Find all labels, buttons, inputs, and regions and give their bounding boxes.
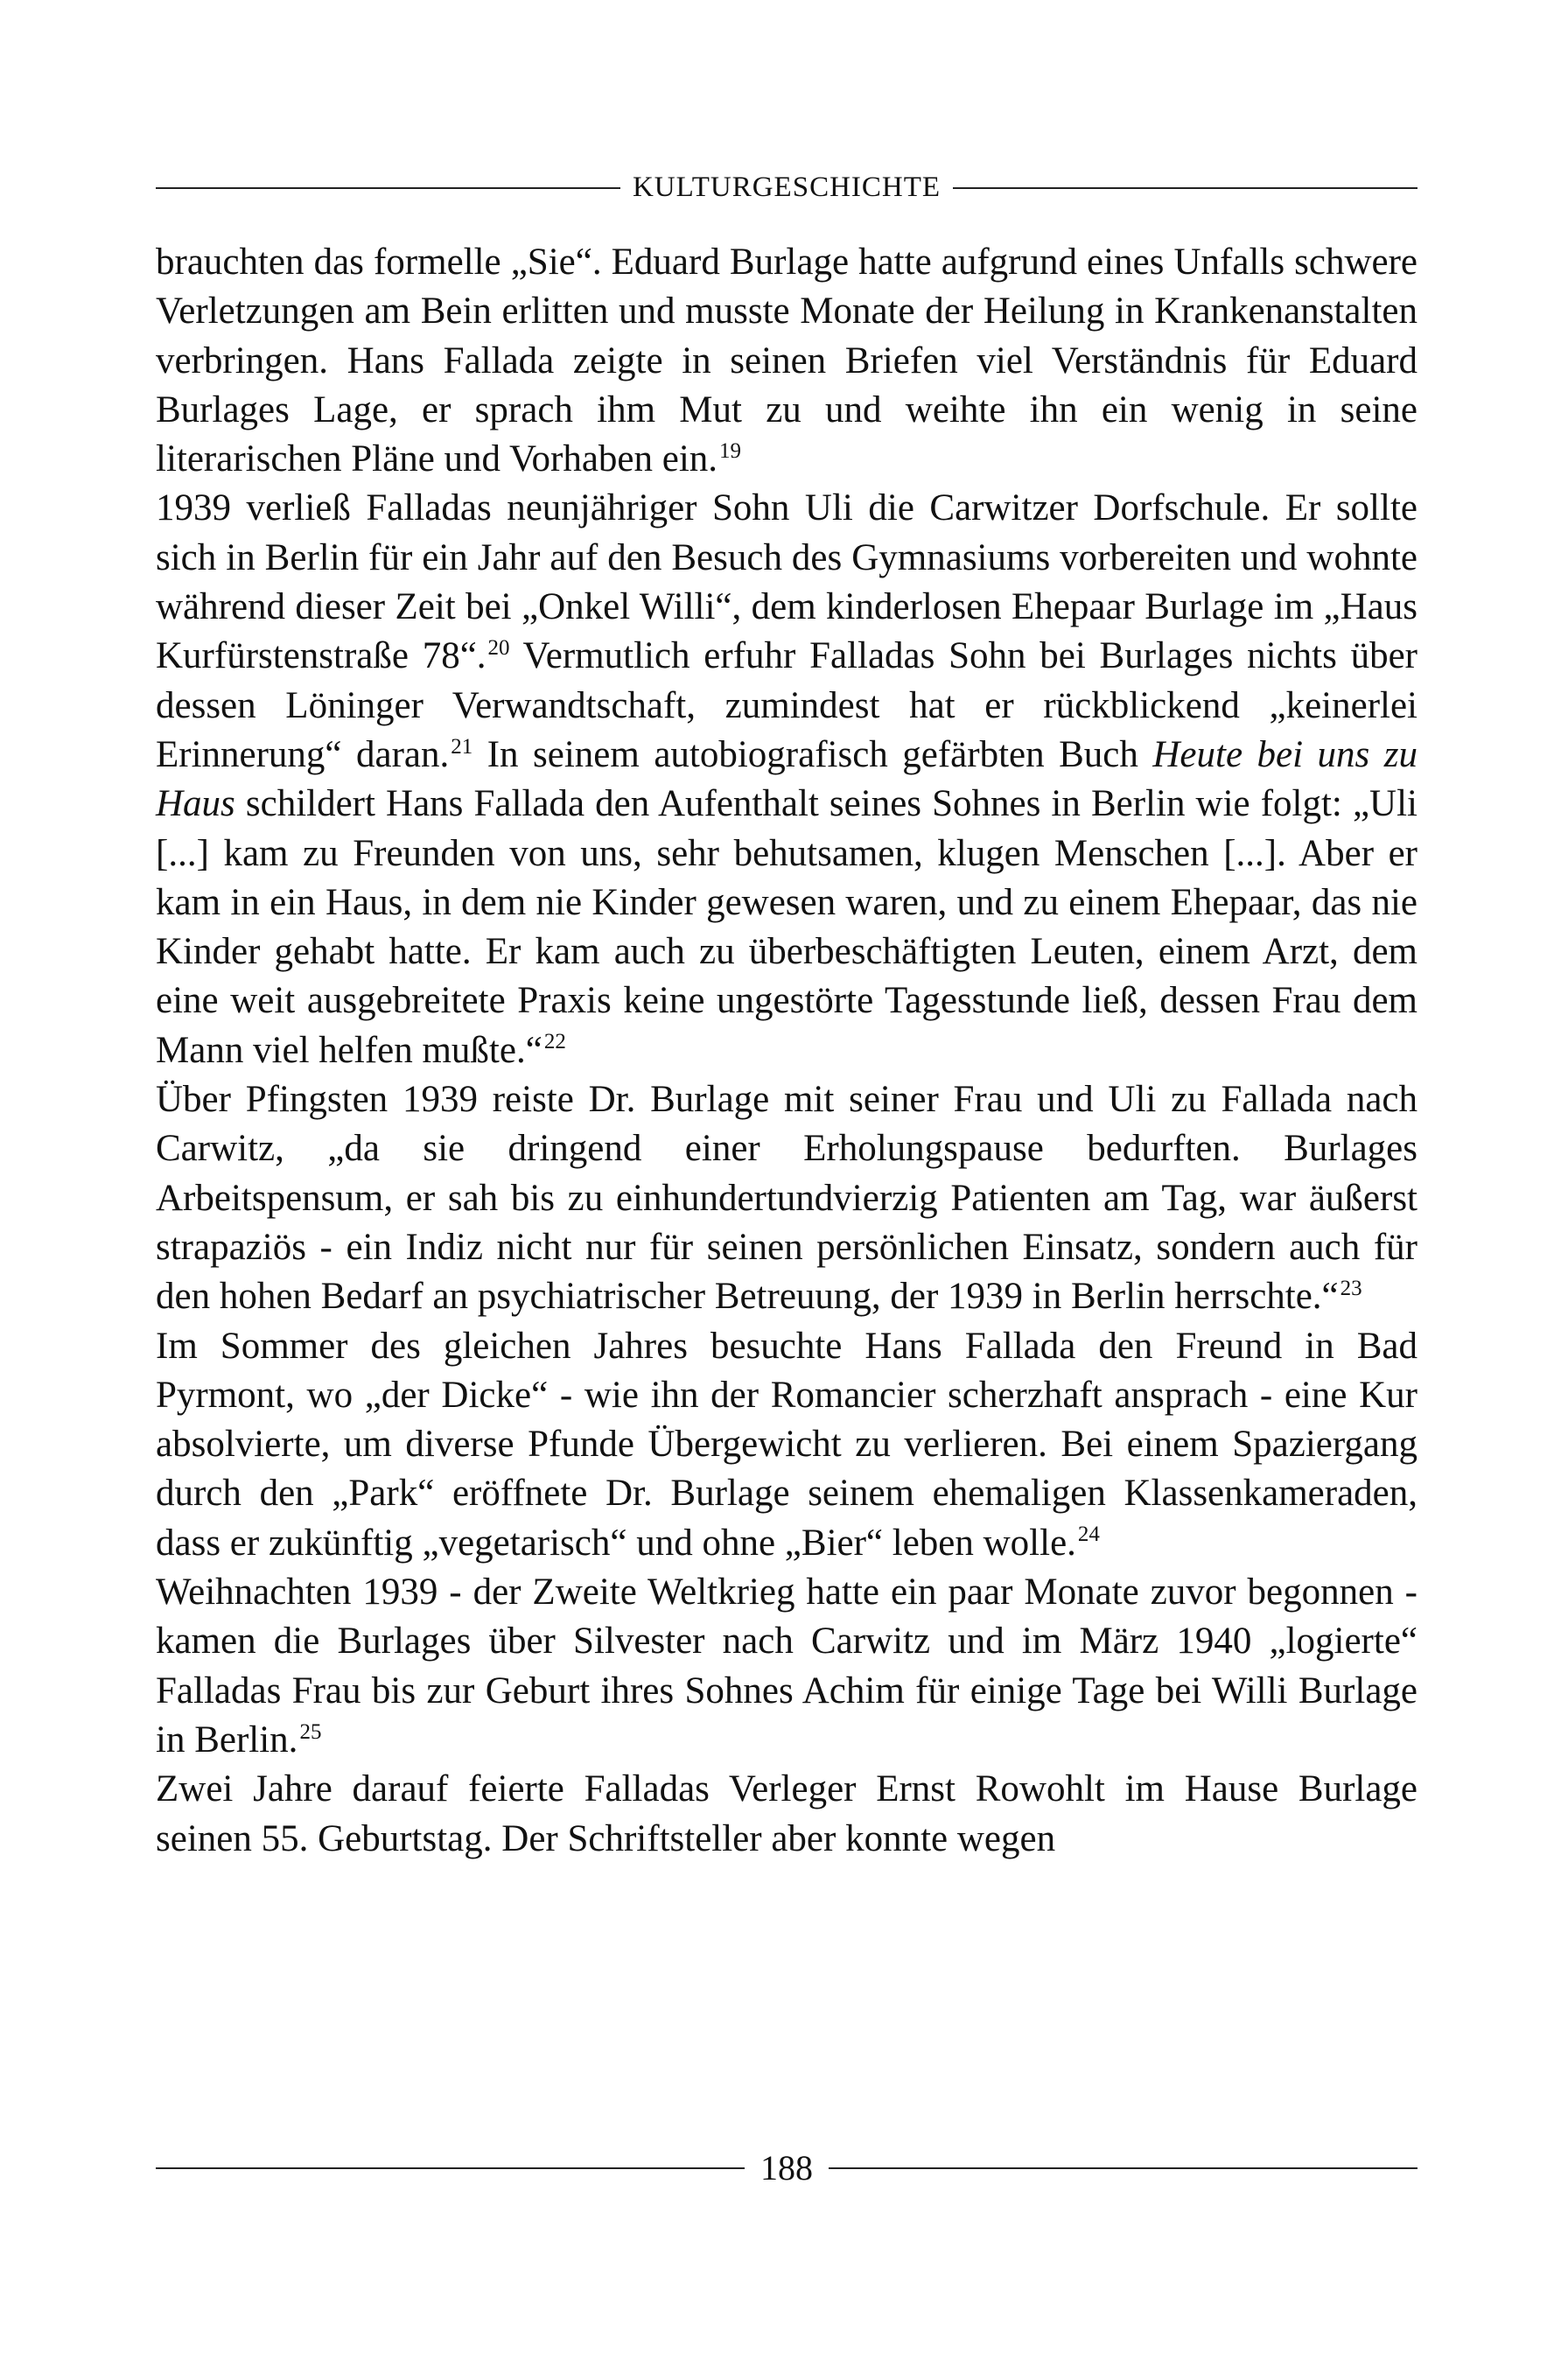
paragraph [156, 1075, 1418, 1321]
book-page [156, 0, 1418, 2366]
paragraph [156, 238, 1418, 484]
body-text [156, 238, 1418, 1864]
text-run: Zwei Jahre darauf feierte Falladas Verleger Ernst Rowohlt im Hause Burlage seinen 55. Geburtstag. Der Schriftsteller aber konnte wegen [156, 1768, 1418, 1859]
paragraph [156, 1765, 1418, 1864]
text-run: brauchten das formelle „Sie“. Eduard Burlage hatte aufgrund eines Unfalls schwere Verletzungen am Bein erlitten und musste Monate der Heilung in Krankenanstalten verbringen. Hans Fallada zeigte in seinen Briefen viel Verständnis für Eduard Burlages Lage, er sprach ihm Mut zu und weihte ihn ein wenig in seine literarischen Pläne und Vorhaben ein. [156, 242, 1418, 480]
footnote-marker: 19 [719, 438, 742, 463]
footnote-marker: 22 [543, 1030, 566, 1054]
footer-rule-left [156, 2167, 745, 2169]
text-run: Im Sommer des gleichen Jahres besuchte Hans Fallada den Freund in Bad Pyrmont, wo „der Dicke“ - wie ihn der Romancier scherzhaft ansprach - eine Kur absolvierte, um diverse Pfunde Übergewicht zu verlieren. Bei einem Spaziergang durch den „Park“ eröffnete Dr. Burlage seinem ehemaligen Klassenkameraden, dass er zukünftig „vegetarisch“ und ohne „Bier“ leben wolle. [156, 1325, 1418, 1564]
paragraph [156, 1568, 1418, 1765]
text-run: 1939 verließ Falladas neunjähriger Sohn Uli die Carwitzer Dorfschule. Er sollte sich in Berlin für ein Jahr auf den Besuch des Gymnasiums vorbereiten und wohnte während dieser Zeit bei „Onkel Willi“, dem kinderlosen Ehepaar Burlage im „Haus Kurfürstenstraße 78“. [156, 487, 1418, 677]
footer-rule-right [829, 2167, 1418, 2169]
text-run: In seinem autobiografisch gefärbten Buch [472, 733, 1153, 775]
text-run: Weihnachten 1939 - der Zweite Weltkrieg hatte ein paar Monate zuvor begonnen - kamen die Burlages über Silvester nach Carwitz und im März 1940 „logierte“ Falladas Frau bis zur Geburt ihres Sohnes Achim für einige Tage bei Willi Burlage in Berlin. [156, 1572, 1418, 1760]
paragraph [156, 484, 1418, 1075]
text-run: Über Pfingsten 1939 reiste Dr. Burlage mit seiner Frau und Uli zu Fallada nach Carwitz, „da sie dringend einer Erholungspause bedurften. Burlages Arbeitspensum, er sah bis zu einhundertundvierzig Patienten am Tag, war äußerst strapaziös - ein Indiz nicht nur für seinen persönlichen Einsatz, sondern auch für den hohen Bedarf an psychiatrischer Betreuung, der 1939 in Berlin herrschte.“ [156, 1079, 1418, 1318]
page-number: 188 [760, 2148, 813, 2188]
page-footer [156, 2148, 1418, 2188]
header-rule-left [156, 187, 620, 189]
paragraph [156, 1322, 1418, 1568]
book-title: Heute bei uns zu Haus [156, 733, 1418, 825]
running-header [156, 173, 1418, 202]
footnote-marker: 25 [299, 1719, 322, 1744]
text-run: Vermutlich erfuhr Falladas Sohn bei Burlages nichts über dessen Löninger Verwandtschaft, zumindest hat er rückblickend „keinerlei Erinnerung“ daran. [156, 635, 1418, 775]
footnote-marker: 23 [1340, 1276, 1362, 1300]
header-title: KULTURGESCHICHTE [632, 172, 942, 203]
text-run: schildert Hans Fallada den Aufenthalt seines Sohnes in Berlin wie folgt: „Uli [...] kam zu Freunden von uns, sehr behutsamen, klugen Menschen [...]. Aber er kam in ein Haus, in dem nie Kinder gewesen waren, und zu einem Ehepaar, das nie Kinder gehabt hatte. Er kam auch zu überbeschäftigten Leuten, einem Arzt, dem eine weit ausgebreitete Praxis keine ungestörte Tagesstunde ließ, dessen Frau dem Mann viel helfen mußte.“ [156, 783, 1418, 1071]
footnote-marker: 21 [451, 734, 473, 759]
footnote-marker: 20 [487, 636, 510, 661]
footnote-marker: 24 [1077, 1522, 1100, 1547]
header-rule-right [953, 187, 1418, 189]
